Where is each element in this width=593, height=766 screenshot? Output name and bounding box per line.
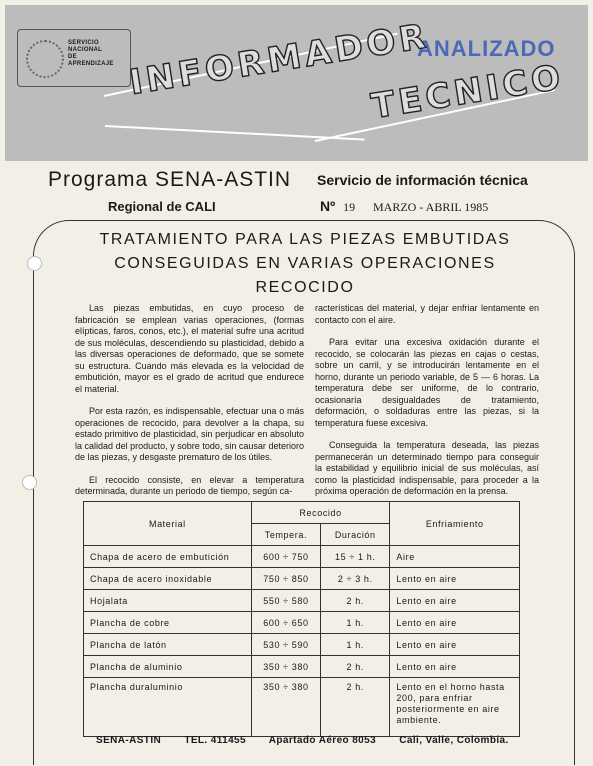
- footer-apartado: Apartado Aéreo 8053: [268, 735, 377, 746]
- header-recocido: Recocido: [251, 502, 390, 524]
- material-cell: Plancha de aluminio: [84, 656, 252, 678]
- material-cell: Plancha de latón: [84, 634, 252, 656]
- title-tecnico: TECNICO: [368, 57, 567, 127]
- cooling-cell: Aire: [390, 546, 520, 568]
- temperature-cell: 530 ÷ 590: [251, 634, 320, 656]
- temperature-cell: 350 ÷ 380: [251, 678, 320, 737]
- cooling-cell: Lento en el horno hasta 200, para enfriar posteriormente en aire ambiente.: [390, 678, 520, 737]
- duration-cell: 2 h.: [321, 678, 390, 737]
- temperature-cell: 600 ÷ 650: [251, 612, 320, 634]
- material-cell: Chapa de acero de embutición: [84, 546, 252, 568]
- footer-org: SENA-ASTIN: [96, 735, 162, 746]
- issue-number: 19: [343, 200, 356, 214]
- footer: [96, 735, 509, 746]
- paragraph: El recocido consiste, en elevar a temperatura determinada, durante un periodo de tiempo, según ca-: [75, 474, 304, 496]
- temperature-cell: 600 ÷ 750: [251, 546, 320, 568]
- table-row: [84, 656, 520, 678]
- table-row: [84, 634, 520, 656]
- temperature-cell: 750 ÷ 850: [251, 568, 320, 590]
- issue-info: [320, 198, 488, 215]
- article-column-left: [75, 303, 304, 509]
- table-row: [84, 546, 520, 568]
- table-row: [84, 612, 520, 634]
- header-material: Material: [84, 502, 252, 546]
- issue-date: MARZO - ABRIL 1985: [373, 200, 489, 214]
- table-row: [84, 568, 520, 590]
- punch-hole: [22, 475, 37, 490]
- program-name: Programa SENA-ASTIN: [48, 168, 292, 191]
- duration-cell: 1 h.: [321, 612, 390, 634]
- duration-cell: 2 h.: [321, 656, 390, 678]
- duration-cell: 15 ÷ 1 h.: [321, 546, 390, 568]
- paragraph: racterísticas del material, y dejar enfriar lentamente en contacto con el aire.: [315, 303, 539, 325]
- header-banner: [5, 5, 588, 161]
- number-label: Nº: [320, 198, 336, 214]
- material-cell: Plancha duraluminio: [84, 678, 252, 737]
- duration-cell: 1 h.: [321, 634, 390, 656]
- paragraph: Para evitar una excesiva oxidación durante el recocido, se colocarán las piezas en cajas o cestas, sobre un carril, y se introducirán lentamente en el horno, durante un periodo variable, de 5 — 6 horas. La temperatura debe ser uniforme, de lo contrario, ocasionaría desigualdades de tratamiento, deformación, o soldaduras entre las piezas, si la temperatura fuese excesiva.: [315, 337, 539, 428]
- regional-label: Regional de CALI: [108, 199, 216, 214]
- sena-logo: [17, 29, 131, 87]
- material-cell: Hojalata: [84, 590, 252, 612]
- header-duracion: Duración: [321, 524, 390, 546]
- recocido-table: [83, 501, 520, 737]
- header-enfriamiento: Enfriamiento: [390, 502, 520, 546]
- service-label: Servicio de información técnica: [317, 172, 528, 188]
- title-informador: INFORMADOR: [126, 16, 433, 103]
- footer-phone: TEL. 411455: [184, 735, 246, 746]
- analizado-stamp: ANALIZADO: [417, 36, 556, 61]
- paragraph: Las piezas embutidas, en cuyo proceso de fabricación se emplean varias operaciones, (formas elípticas, faros, conos, etc.), el material sufre una acritud de sus moléculas, descendiendo su plasticidad, debido a las diversas operaciones de deformado, que se somete su estructura. Cuando más elevada es la velocidad de embutición, mayor es el grado de acritud que endurece el material.: [75, 303, 304, 394]
- cooling-cell: Lento en aire: [390, 612, 520, 634]
- punch-hole: [27, 256, 42, 271]
- temperature-cell: 550 ÷ 580: [251, 590, 320, 612]
- header-temperatura: Tempera.: [251, 524, 320, 546]
- cooling-cell: Lento en aire: [390, 568, 520, 590]
- article-column-right: [315, 303, 539, 509]
- table-row: [84, 678, 520, 737]
- paragraph: Conseguida la temperatura deseada, las piezas permanecerán un determinado tiempo para conseguir la estabilidad y equilibrio inicial de sus moléculas, así como la plasticidad indispensable, para proceder a la próxima operación de deformación en la prensa.: [315, 440, 539, 496]
- duration-cell: 2 ÷ 3 h.: [321, 568, 390, 590]
- gear-emblem-icon: [26, 40, 64, 78]
- logo-text: SERVICIO NACIONAL DE APRENDIZAJE: [68, 40, 114, 67]
- footer-city: Cali, Valle, Colombia.: [399, 735, 509, 746]
- material-cell: Chapa de acero inoxidable: [84, 568, 252, 590]
- duration-cell: 2 h.: [321, 590, 390, 612]
- paragraph: Por esta razón, es indispensable, efectuar una o más operaciones de recocido, para devolver a la chapa, su estado primitivo de plasticidad, sin perjudicar en absoluto la calidad del producto, y sobre todo, sin causar deterioro de las piezas, y desgaste prematuro de los útiles.: [75, 406, 304, 462]
- cooling-cell: Lento en aire: [390, 656, 520, 678]
- cooling-cell: Lento en aire: [390, 634, 520, 656]
- article-title: TRATAMIENTO PARA LAS PIEZAS EMBUTIDAS CONSEGUIDAS EN VARIAS OPERACIONES RECOCIDO: [99, 231, 511, 296]
- temperature-cell: 350 ÷ 380: [251, 656, 320, 678]
- material-cell: Plancha de cobre: [84, 612, 252, 634]
- cooling-cell: Lento en aire: [390, 590, 520, 612]
- table-row: [84, 590, 520, 612]
